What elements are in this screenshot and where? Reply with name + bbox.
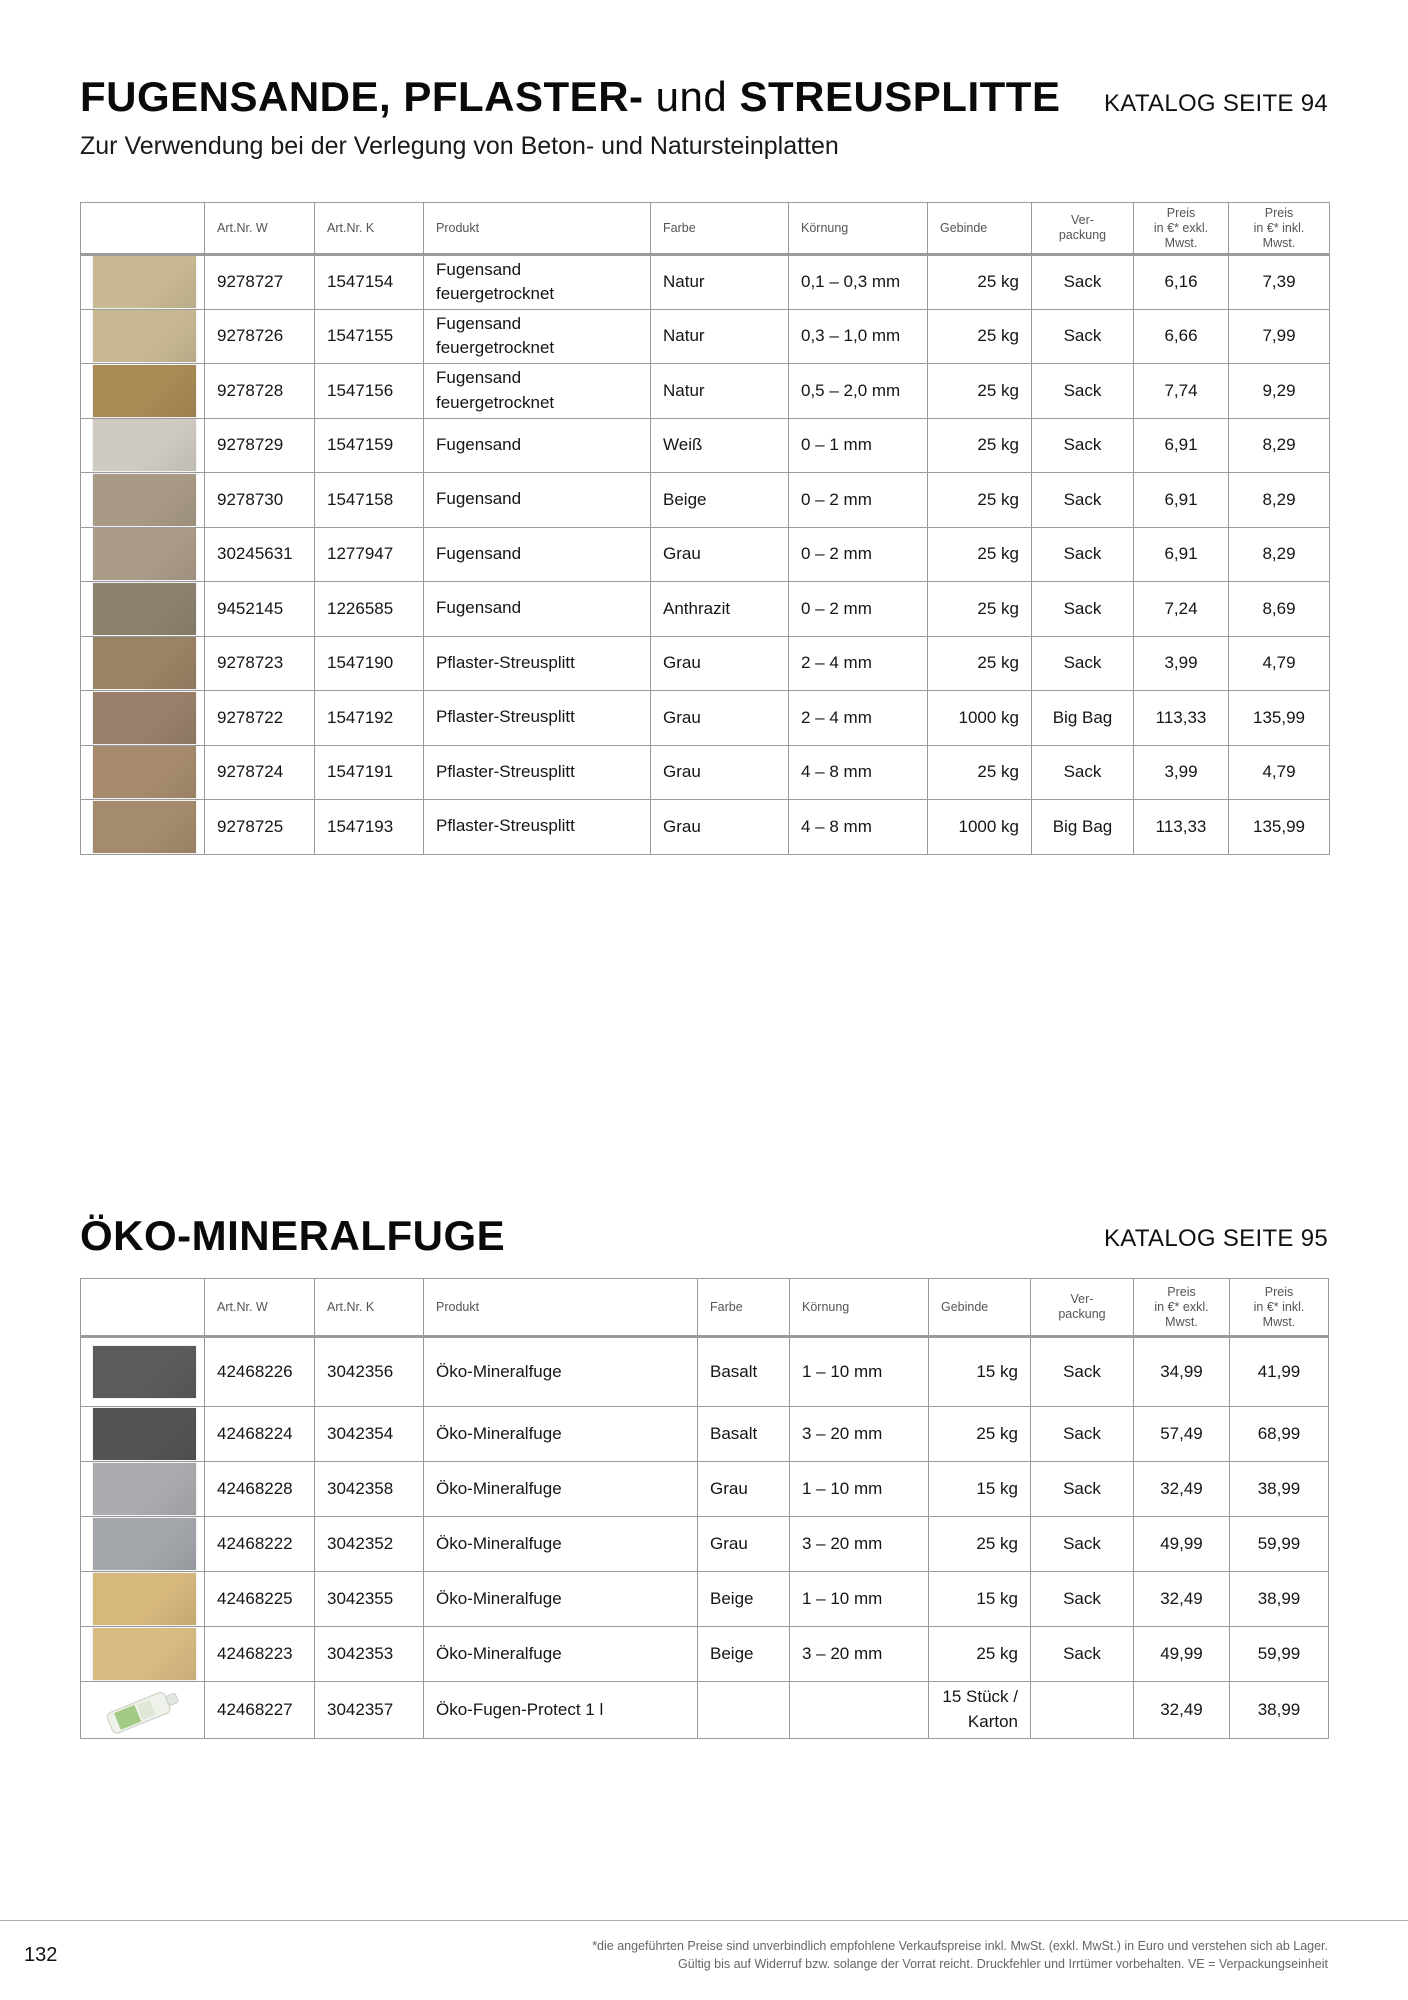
produkt-cell: Öko-Fugen-Protect 1 l: [424, 1682, 698, 1739]
material-swatch: [93, 1346, 196, 1398]
artnr-k-cell: 1547158: [315, 473, 424, 528]
header-produkt: Produkt: [424, 1279, 698, 1337]
preis-inkl-cell: 4,79: [1229, 745, 1330, 800]
preis-exkl-cell: 49,99: [1134, 1517, 1230, 1572]
header-preis-inkl: Preis in €* inkl. Mwst.: [1230, 1279, 1329, 1337]
bottle-image: [93, 1682, 193, 1738]
preis-inkl-cell: 8,29: [1229, 527, 1330, 582]
artnr-w-cell: 9278730: [205, 473, 315, 528]
section2-title: ÖKO-MINERALFUGE: [80, 1212, 506, 1259]
gebinde-cell: [929, 1337, 1031, 1407]
preis-exkl-cell: 34,99: [1134, 1337, 1230, 1407]
gebinde-cell: 25 kg: [928, 309, 1032, 364]
produkt-line2: feuergetrocknet: [436, 284, 555, 304]
header-preis-exkl: Preis in €* exkl. Mwst.: [1134, 1279, 1230, 1337]
header-farbe: Farbe: [651, 203, 789, 255]
header-gebinde: Gebinde: [929, 1279, 1031, 1337]
product-image-cell: [81, 527, 205, 582]
artnr-k-cell: 1547155: [315, 309, 424, 364]
farbe-cell: Grau: [651, 745, 789, 800]
farbe-cell: [698, 1682, 790, 1739]
preis-inkl-cell: 59,99: [1230, 1627, 1329, 1682]
farbe-cell: Grau: [651, 800, 789, 855]
farbe-cell: Natur: [651, 255, 789, 310]
table-header-row: [81, 1279, 1329, 1337]
gebinde-cell: [929, 1407, 1031, 1462]
produkt-cell: [424, 582, 651, 637]
artnr-k-cell: 1277947: [315, 527, 424, 582]
table-row: [81, 582, 1330, 637]
header-produkt: Produkt: [424, 203, 651, 255]
artnr-k-cell: 1547159: [315, 418, 424, 473]
preis-inkl-cell: 4,79: [1229, 636, 1330, 691]
koernung-cell: 4 – 8 mm: [789, 800, 928, 855]
produkt-cell: Öko-Mineralfuge: [424, 1627, 698, 1682]
artnr-k-cell: 1547193: [315, 800, 424, 855]
verpackung-cell: Sack: [1032, 364, 1134, 419]
section1-subtitle: Zur Verwendung bei der Verlegung von Beton- und Natursteinplatten: [80, 132, 839, 160]
artnr-k-cell: 1226585: [315, 582, 424, 637]
footer-disclaimer: *die angeführten Preise sind unverbindlich empfohlene Verkaufspreise inkl. MwSt. (exkl. MwSt.) in Euro und verstehen sich ab Lager. Gültig bis auf Widerruf bzw. solange der Vorrat reicht. Druckfehler und Irrtümer vorbehalten. VE = Verpackungseinheit: [592, 1939, 1328, 1972]
artnr-k-cell: 3042356: [315, 1337, 424, 1407]
preis-inkl-cell: 7,39: [1229, 255, 1330, 310]
gebinde-line1: 15 Stück /: [942, 1687, 1018, 1707]
koernung-cell: 1 – 10 mm: [790, 1337, 929, 1407]
produkt-cell: Öko-Mineralfuge: [424, 1337, 698, 1407]
gebinde-line1: 25 kg: [976, 1423, 1018, 1443]
gebinde-cell: 1000 kg: [928, 691, 1032, 746]
koernung-cell: 0 – 2 mm: [789, 527, 928, 582]
gebinde-cell: 25 kg: [928, 255, 1032, 310]
farbe-cell: Basalt: [698, 1337, 790, 1407]
koernung-cell: 0 – 2 mm: [789, 582, 928, 637]
produkt-cell: [424, 691, 651, 746]
preis-inkl-cell: 68,99: [1230, 1407, 1329, 1462]
verpackung-cell: Big Bag: [1032, 691, 1134, 746]
gebinde-cell: 25 kg: [928, 582, 1032, 637]
artnr-w-cell: 42468226: [205, 1337, 315, 1407]
artnr-w-cell: 9278724: [205, 745, 315, 800]
material-swatch: [93, 1408, 196, 1460]
gebinde-line1: 25 kg: [976, 1643, 1018, 1663]
preis-inkl-cell: 8,29: [1229, 473, 1330, 528]
produkt-line1: Fugensand: [436, 259, 522, 279]
artnr-k-cell: 1547191: [315, 745, 424, 800]
gebinde-cell: 25 kg: [928, 745, 1032, 800]
gebinde-cell: 25 kg: [928, 364, 1032, 419]
koernung-cell: 3 – 20 mm: [790, 1407, 929, 1462]
artnr-k-cell: 3042357: [315, 1682, 424, 1739]
verpackung-cell: Big Bag: [1032, 800, 1134, 855]
table-fugensande: [80, 202, 1330, 855]
koernung-cell: 0,1 – 0,3 mm: [789, 255, 928, 310]
header-preis-exkl: Preis in €* exkl. Mwst.: [1134, 203, 1229, 255]
preis-inkl-cell: 38,99: [1230, 1462, 1329, 1517]
product-image-cell: [81, 1462, 205, 1517]
artnr-w-cell: 9278727: [205, 255, 315, 310]
table-row: [81, 636, 1330, 691]
section1-title: FUGENSANDE, PFLASTER- und STREUSPLITTE: [80, 73, 1061, 120]
koernung-cell: 3 – 20 mm: [790, 1517, 929, 1572]
artnr-w-cell: 9278723: [205, 636, 315, 691]
product-image-cell: [81, 309, 205, 364]
koernung-cell: 0 – 2 mm: [789, 473, 928, 528]
preis-exkl-cell: 57,49: [1134, 1407, 1230, 1462]
section2-header: [80, 1212, 1328, 1259]
verpackung-cell: Sack: [1032, 582, 1134, 637]
artnr-k-cell: 1547154: [315, 255, 424, 310]
table-row: [81, 418, 1330, 473]
preis-inkl-cell: 8,69: [1229, 582, 1330, 637]
table-row: [81, 1517, 1329, 1572]
section1-header: [80, 73, 1328, 161]
table-header-row: [81, 203, 1330, 255]
produkt-cell: [424, 527, 651, 582]
table-row: [81, 1462, 1329, 1517]
product-image-cell: [81, 745, 205, 800]
farbe-cell: Beige: [651, 473, 789, 528]
koernung-cell: 2 – 4 mm: [789, 691, 928, 746]
gebinde-cell: [929, 1682, 1031, 1739]
produkt-line1: Pflaster-Streusplitt: [436, 707, 575, 727]
header-preis-inkl: Preis in €* inkl. Mwst.: [1229, 203, 1330, 255]
table-row: [81, 473, 1330, 528]
produkt-line2: feuergetrocknet: [436, 392, 555, 412]
artnr-w-cell: 42468225: [205, 1572, 315, 1627]
table-row: [81, 1337, 1329, 1407]
koernung-cell: 0 – 1 mm: [789, 418, 928, 473]
material-swatch: [93, 801, 196, 853]
artnr-w-cell: 42468228: [205, 1462, 315, 1517]
verpackung-cell: Sack: [1032, 636, 1134, 691]
preis-inkl-cell: 38,99: [1230, 1572, 1329, 1627]
preis-inkl-cell: 41,99: [1230, 1337, 1329, 1407]
farbe-cell: Natur: [651, 309, 789, 364]
preis-inkl-cell: 59,99: [1230, 1517, 1329, 1572]
verpackung-cell: Sack: [1032, 473, 1134, 528]
artnr-k-cell: 1547190: [315, 636, 424, 691]
koernung-cell: 3 – 20 mm: [790, 1627, 929, 1682]
produkt-line1: Fugensand: [436, 543, 522, 563]
artnr-w-cell: 9278726: [205, 309, 315, 364]
header-farbe: Farbe: [698, 1279, 790, 1337]
gebinde-cell: [929, 1627, 1031, 1682]
section2-catalog-page: KATALOG SEITE 95: [1104, 1225, 1328, 1252]
gebinde-line1: 15 kg: [976, 1478, 1018, 1498]
artnr-w-cell: 42468227: [205, 1682, 315, 1739]
artnr-w-cell: 30245631: [205, 527, 315, 582]
preis-inkl-cell: 38,99: [1230, 1682, 1329, 1739]
artnr-w-cell: 42468224: [205, 1407, 315, 1462]
produkt-line2: feuergetrocknet: [436, 338, 555, 358]
header-image: [81, 203, 205, 255]
artnr-w-cell: 42468223: [205, 1627, 315, 1682]
table-row: [81, 800, 1330, 855]
produkt-line1: Fugensand: [436, 598, 522, 618]
preis-exkl-cell: 32,49: [1134, 1682, 1230, 1739]
produkt-cell: [424, 745, 651, 800]
product-image-cell: [81, 1682, 205, 1739]
koernung-cell: [790, 1682, 929, 1739]
koernung-cell: 2 – 4 mm: [789, 636, 928, 691]
material-swatch: [93, 637, 196, 689]
preis-inkl-cell: 135,99: [1229, 800, 1330, 855]
gebinde-cell: [929, 1462, 1031, 1517]
product-image-cell: [81, 255, 205, 310]
koernung-cell: 0,3 – 1,0 mm: [789, 309, 928, 364]
produkt-cell: [424, 800, 651, 855]
produkt-cell: Öko-Mineralfuge: [424, 1572, 698, 1627]
produkt-line1: Pflaster-Streusplitt: [436, 652, 575, 672]
artnr-k-cell: 3042358: [315, 1462, 424, 1517]
produkt-cell: [424, 309, 651, 364]
header-verpackung: Ver- packung: [1031, 1279, 1134, 1337]
table-row: [81, 255, 1330, 310]
verpackung-cell: Sack: [1032, 255, 1134, 310]
product-image-cell: [81, 582, 205, 637]
preis-inkl-cell: 9,29: [1229, 364, 1330, 419]
preis-exkl-cell: 113,33: [1134, 800, 1229, 855]
preis-exkl-cell: 6,16: [1134, 255, 1229, 310]
material-swatch: [93, 1463, 196, 1515]
preis-exkl-cell: 49,99: [1134, 1627, 1230, 1682]
preis-exkl-cell: 3,99: [1134, 745, 1229, 800]
verpackung-cell: Sack: [1031, 1337, 1134, 1407]
table-row: [81, 527, 1330, 582]
header-verpackung: Ver- packung: [1032, 203, 1134, 255]
farbe-cell: Natur: [651, 364, 789, 419]
produkt-cell: Öko-Mineralfuge: [424, 1517, 698, 1572]
header-koernung: Körnung: [789, 203, 928, 255]
artnr-k-cell: 1547156: [315, 364, 424, 419]
produkt-line1: Pflaster-Streusplitt: [436, 816, 575, 836]
artnr-k-cell: 1547192: [315, 691, 424, 746]
table-oeko-mineralfuge: [80, 1278, 1329, 1739]
artnr-k-cell: 3042354: [315, 1407, 424, 1462]
preis-inkl-cell: 135,99: [1229, 691, 1330, 746]
gebinde-cell: [929, 1572, 1031, 1627]
gebinde-cell: 25 kg: [928, 527, 1032, 582]
table-row: [81, 1407, 1329, 1462]
product-image-cell: [81, 1337, 205, 1407]
farbe-cell: Weiß: [651, 418, 789, 473]
koernung-cell: 4 – 8 mm: [789, 745, 928, 800]
verpackung-cell: Sack: [1031, 1407, 1134, 1462]
artnr-w-cell: 9278728: [205, 364, 315, 419]
artnr-w-cell: 42468222: [205, 1517, 315, 1572]
artnr-k-cell: 3042353: [315, 1627, 424, 1682]
produkt-cell: [424, 364, 651, 419]
material-swatch: [93, 692, 196, 744]
koernung-cell: 0,5 – 2,0 mm: [789, 364, 928, 419]
material-swatch: [93, 1628, 196, 1680]
gebinde-line1: 25 kg: [976, 1533, 1018, 1553]
produkt-line1: Fugensand: [436, 368, 522, 388]
artnr-w-cell: 9452145: [205, 582, 315, 637]
farbe-cell: Grau: [698, 1462, 790, 1517]
gebinde-cell: 1000 kg: [928, 800, 1032, 855]
farbe-cell: Grau: [698, 1517, 790, 1572]
verpackung-cell: Sack: [1031, 1462, 1134, 1517]
preis-exkl-cell: 6,91: [1134, 473, 1229, 528]
koernung-cell: 1 – 10 mm: [790, 1462, 929, 1517]
header-artnr-k: Art.Nr. K: [315, 1279, 424, 1337]
gebinde-cell: 25 kg: [928, 636, 1032, 691]
product-image-cell: [81, 636, 205, 691]
produkt-line1: Fugensand: [436, 489, 522, 509]
artnr-w-cell: 9278722: [205, 691, 315, 746]
preis-exkl-cell: 6,91: [1134, 527, 1229, 582]
product-image-cell: [81, 473, 205, 528]
verpackung-cell: Sack: [1031, 1572, 1134, 1627]
farbe-cell: Grau: [651, 636, 789, 691]
product-image-cell: [81, 691, 205, 746]
gebinde-cell: 25 kg: [928, 473, 1032, 528]
material-swatch: [93, 1573, 196, 1625]
produkt-cell: Öko-Mineralfuge: [424, 1407, 698, 1462]
preis-exkl-cell: 7,74: [1134, 364, 1229, 419]
preis-exkl-cell: 6,66: [1134, 309, 1229, 364]
material-swatch: [93, 746, 196, 798]
material-swatch: [93, 365, 196, 417]
gebinde-line1: 15 kg: [976, 1588, 1018, 1608]
product-image-cell: [81, 364, 205, 419]
table-row: [81, 1627, 1329, 1682]
produkt-line1: Fugensand: [436, 313, 522, 333]
header-artnr-k: Art.Nr. K: [315, 203, 424, 255]
table-row: [81, 1682, 1329, 1739]
section1-catalog-page: KATALOG SEITE 94: [1104, 90, 1328, 117]
artnr-w-cell: 9278725: [205, 800, 315, 855]
preis-exkl-cell: 6,91: [1134, 418, 1229, 473]
farbe-cell: Grau: [651, 527, 789, 582]
produkt-cell: [424, 418, 651, 473]
gebinde-cell: [929, 1517, 1031, 1572]
table-row: [81, 691, 1330, 746]
footer-divider: [0, 1920, 1408, 1921]
product-image-cell: [81, 418, 205, 473]
produkt-cell: [424, 473, 651, 528]
header-artnr-w: Art.Nr. W: [205, 203, 315, 255]
gebinde-cell: 25 kg: [928, 418, 1032, 473]
header-koernung: Körnung: [790, 1279, 929, 1337]
material-swatch: [93, 528, 196, 580]
koernung-cell: 1 – 10 mm: [790, 1572, 929, 1627]
product-image-cell: [81, 800, 205, 855]
farbe-cell: Beige: [698, 1572, 790, 1627]
table-row: [81, 1572, 1329, 1627]
preis-exkl-cell: 32,49: [1134, 1462, 1230, 1517]
material-swatch: [93, 256, 196, 308]
verpackung-cell: [1031, 1682, 1134, 1739]
material-swatch: [93, 474, 196, 526]
produkt-cell: [424, 636, 651, 691]
header-image: [81, 1279, 205, 1337]
preis-exkl-cell: 113,33: [1134, 691, 1229, 746]
farbe-cell: Grau: [651, 691, 789, 746]
verpackung-cell: Sack: [1032, 309, 1134, 364]
preis-exkl-cell: 32,49: [1134, 1572, 1230, 1627]
farbe-cell: Basalt: [698, 1407, 790, 1462]
produkt-cell: Öko-Mineralfuge: [424, 1462, 698, 1517]
verpackung-cell: Sack: [1032, 418, 1134, 473]
artnr-k-cell: 3042355: [315, 1572, 424, 1627]
product-image-cell: [81, 1627, 205, 1682]
table-row: [81, 364, 1330, 419]
verpackung-cell: Sack: [1032, 527, 1134, 582]
produkt-line1: Fugensand: [436, 434, 522, 454]
preis-exkl-cell: 7,24: [1134, 582, 1229, 637]
table-row: [81, 745, 1330, 800]
produkt-line1: Pflaster-Streusplitt: [436, 761, 575, 781]
page-number: 132: [24, 1944, 58, 1966]
material-swatch: [93, 419, 196, 471]
verpackung-cell: Sack: [1031, 1627, 1134, 1682]
gebinde-line2: Karton: [967, 1712, 1018, 1731]
verpackung-cell: Sack: [1032, 745, 1134, 800]
preis-exkl-cell: 3,99: [1134, 636, 1229, 691]
artnr-w-cell: 9278729: [205, 418, 315, 473]
preis-inkl-cell: 8,29: [1229, 418, 1330, 473]
material-swatch: [93, 583, 196, 635]
header-artnr-w: Art.Nr. W: [205, 1279, 315, 1337]
product-image-cell: [81, 1407, 205, 1462]
verpackung-cell: Sack: [1031, 1517, 1134, 1572]
gebinde-line1: 15 kg: [976, 1361, 1018, 1381]
artnr-k-cell: 3042352: [315, 1517, 424, 1572]
material-swatch: [93, 1518, 196, 1570]
produkt-cell: [424, 255, 651, 310]
material-swatch: [93, 310, 196, 362]
product-image-cell: [81, 1517, 205, 1572]
product-image-cell: [81, 1572, 205, 1627]
preis-inkl-cell: 7,99: [1229, 309, 1330, 364]
table-row: [81, 309, 1330, 364]
farbe-cell: Beige: [698, 1627, 790, 1682]
header-gebinde: Gebinde: [928, 203, 1032, 255]
farbe-cell: Anthrazit: [651, 582, 789, 637]
